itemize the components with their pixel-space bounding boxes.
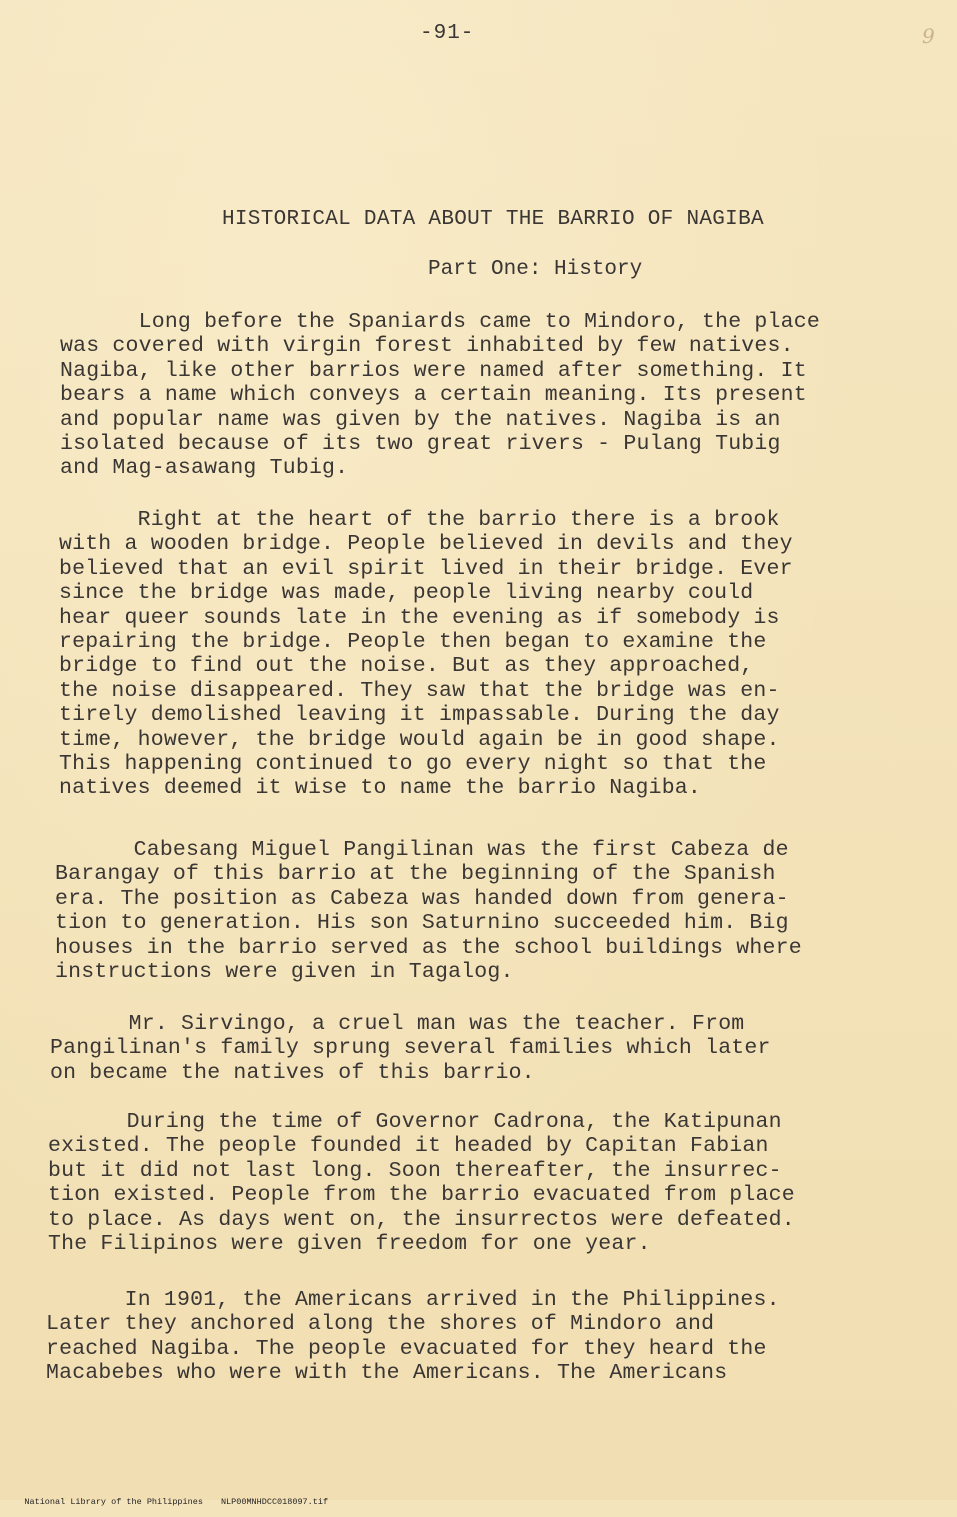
- document-title: HISTORICAL DATA ABOUT THE BARRIO OF NAGIBA: [222, 208, 764, 231]
- footer-filename: NLP00MNHDCC018097.tif: [220, 1497, 329, 1507]
- paragraph-cabeza: Cabesang Miguel Pangilinan was the first Cabeza de Barangay of this barrio at the beginning of the Spanish era. The position as Cabeza was handed down from genera- tion to generation. His son Saturnino succeeded him. Big houses in the barrio served as the school buildings where instructions were given in Tagalog.: [55, 838, 802, 985]
- paragraph-katipunan: During the time of Governor Cadrona, the Katipunan existed. The people founded it headed by Capitan Fabian but it did not last long. Soon thereafter, the insurrec- tion existed. People from the barrio evacuated from place to place. As days went on, the insurrectos were defeated. The Filipinos were given freedom for one year.: [48, 1110, 795, 1257]
- handwritten-page-mark: 9: [922, 24, 935, 48]
- paragraph-americans: In 1901, the Americans arrived in the Philippines. Later they anchored along the shores of Mindoro and reached Nagiba. The people evacuated for they heard the Macabebes who were with the Americans. The Americans: [46, 1288, 780, 1386]
- footer-library: National Library of the Philippines: [24, 1497, 203, 1507]
- paragraph-bridge-legend: Right at the heart of the barrio there is a brook with a wooden bridge. People believed in devils and they believed that an evil spirit lived in their bridge. Ever since the bridge was made, people living nearby could hear queer sounds late in the evening as if somebody is repairing the bridge. People then began to examine the bridge to find out the noise. But as they approached, the noise disappeared. They saw that the bridge was en- tirely demolished leaving it impassable. During the day time, however, the bridge would again be in good shape. This happening continued to go every night so that the natives deemed it wise to name the barrio Nagiba.: [59, 508, 793, 801]
- paragraph-teacher: Mr. Sirvingo, a cruel man was the teacher. From Pangilinan's family sprung several families which later on became the natives of this barrio.: [50, 1012, 771, 1085]
- section-heading: Part One: History: [428, 258, 643, 281]
- paragraph-origin: Long before the Spaniards came to Mindoro, the place was covered with virgin forest inhabited by few natives. Nagiba, like other barrios were named after something. It bears a name which conveys a certain meaning. Its present and popular name was given by the natives. Nagiba is an isolated because of its two great rivers - Pulang Tubig and Mag-asawang Tubig.: [60, 310, 820, 481]
- scan-footer: [4, 1487, 346, 1517]
- page-number: -91-: [420, 22, 475, 45]
